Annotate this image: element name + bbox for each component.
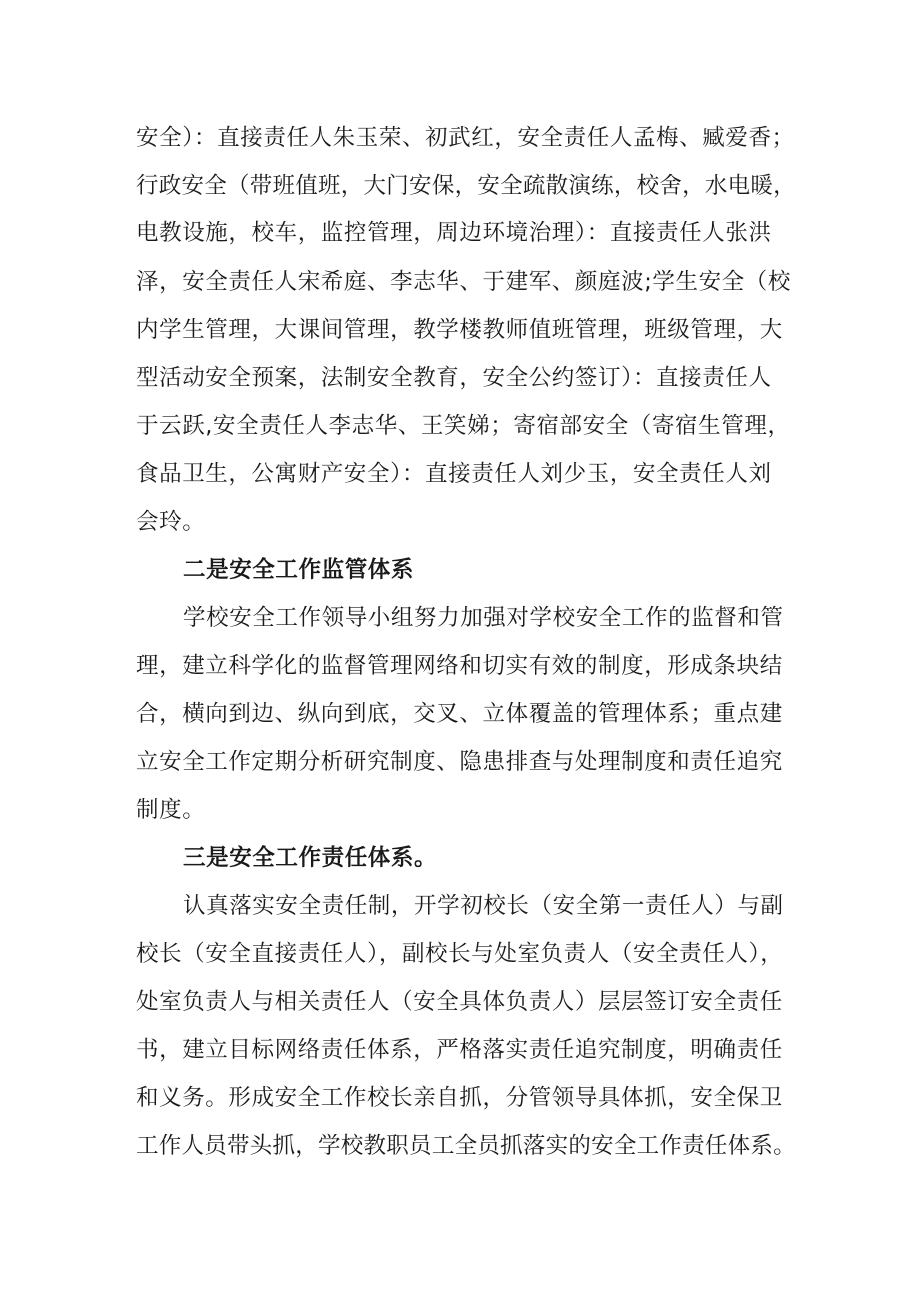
text-line: 安全）：直接责任人朱玉荣、初武红，安全责任人孟梅、臧爱香； [136,125,795,151]
text-line: 会玲。 [136,509,206,535]
text-line: 认真落实安全责任制，开学初校长（安全第一责任人）与副 [183,893,784,919]
text-line: 理，建立科学化的监督管理网络和切实有效的制度，形成条块结 [136,653,783,679]
text-line: 电教设施，校车，监控管理，周边环境治理）：直接责任人张洪 [136,220,772,246]
section-heading-responsibility-system: 三是安全工作责任体系。 [183,845,438,871]
text-line: 合，横向到边、纵向到底，交叉、立体覆盖的管理体系；重点建 [136,701,783,727]
text-line: 型活动安全预案，法制安全教育，安全公约签订）：直接责任人 [136,365,772,391]
text-line: 书，建立目标网络责任体系，严格落实责任追究制度，明确责任 [136,1037,783,1063]
text-line: 制度。 [136,797,206,823]
text-line: 学校安全工作领导小组努力加强对学校安全工作的监督和管 [183,605,784,631]
text-line: 内学生管理，大课间管理，教学楼教师值班管理，班级管理，大 [136,317,783,343]
text-line: 食品卫生，公寓财产安全）：直接责任人刘少玉，安全责任人刘 [136,461,772,487]
text-line: 和义务。形成安全工作校长亲自抓，分管领导具体抓，安全保卫 [136,1085,783,1111]
text-line: 处室负责人与相关责任人（安全具体负责人）层层签订安全责任 [136,989,783,1015]
text-line: 立安全工作定期分析研究制度、隐患排查与处理制度和责任追究 [136,749,783,775]
text-line: 泽，安全责任人宋希庭、李志华、于建军、颜庭波;学生安全（校 [136,269,791,295]
text-line: 工作人员带头抓，学校教职员工全员抓落实的安全工作责任体系。 [136,1133,796,1159]
text-line: 行政安全（带班值班，大门安保，安全疏散演练，校舍，水电暖， [136,173,796,199]
text-line: 于云跃,安全责任人李志华、王笑娣；寄宿部安全（寄宿生管理， [136,413,791,439]
section-heading-supervision-system: 二是安全工作监管体系 [183,557,415,583]
text-line: 校长（安全直接责任人），副校长与处室负责人（安全责任人）， [136,941,784,967]
